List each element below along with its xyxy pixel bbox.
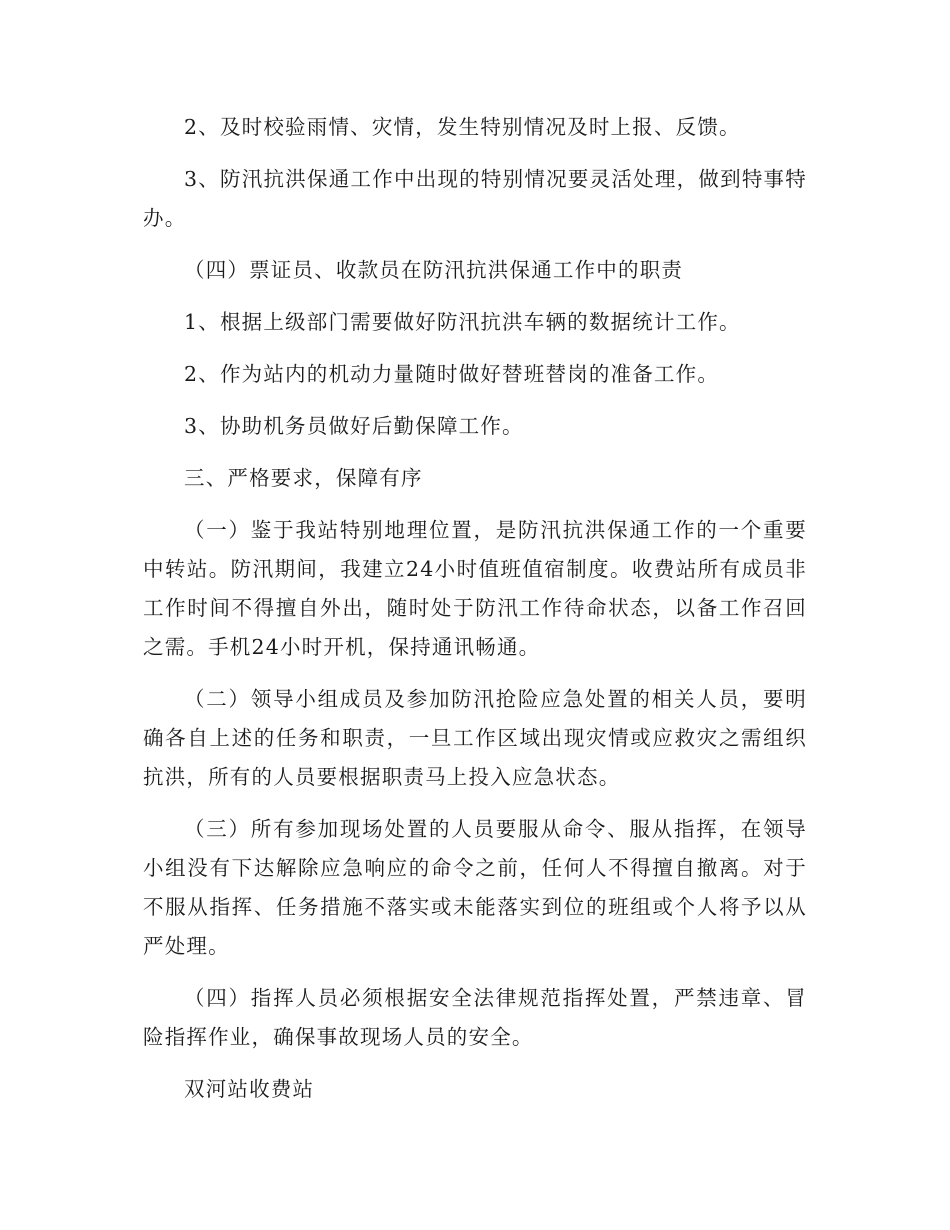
paragraph-2-rain-verification: 2、及时校验雨情、灾情，发生特别情况及时上报、反馈。 (184, 115, 741, 139)
paragraph-3-special-handling: 3、防汛抗洪保通工作中出现的特别情况要灵活处理，做到特事特办。 (143, 167, 807, 230)
paragraph-requirement-3: （三）所有参加现场处置的人员要服从命令、服从指挥，在领导小组没有下达解除应急响应的命令之前，任何人不得擅自撤离。对于不服从指挥、任务措施不落实或未能落实到位的班组或个人将予以从严处理。 (143, 817, 807, 958)
signature-station-name: 双河站收费站 (184, 1077, 315, 1101)
section-heading-ticket-cashier-duties: （四）票证员、收款员在防汛抗洪保通工作中的职责 (184, 258, 684, 282)
paragraph-requirement-2: （二）领导小组成员及参加防汛抢险应急处置的相关人员，要明确各自上述的任务和职责，一旦工作区域出现灾情或应救灾之需组织抗洪，所有的人员要根据职责马上投入应急状态。 (143, 687, 807, 789)
paragraph-2-standby: 2、作为站内的机动力量随时做好替班替岗的准备工作。 (184, 362, 720, 386)
section-heading-strict-requirements: 三、严格要求，保障有序 (184, 466, 423, 490)
paragraph-1-statistics: 1、根据上级部门需要做好防汛抗洪车辆的数据统计工作。 (184, 310, 741, 334)
paragraph-requirement-4: （四）指挥人员必须根据安全法律规范指挥处置，严禁违章、冒险指挥作业，确保事故现场人员的安全。 (143, 986, 807, 1049)
paragraph-3-logistics: 3、协助机务员做好后勤保障工作。 (184, 414, 524, 438)
paragraph-requirement-1: （一）鉴于我站特别地理位置，是防汛抗洪保通工作的一个重要中转站。防汛期间，我建立24小时值班值宿制度。收费站所有成员非工作时间不得擅自外出，随时处于防汛工作待命状态，以备工作召回之需。手机24小时开机，保持通讯畅通。 (143, 518, 807, 659)
document-body (143, 108, 807, 1122)
